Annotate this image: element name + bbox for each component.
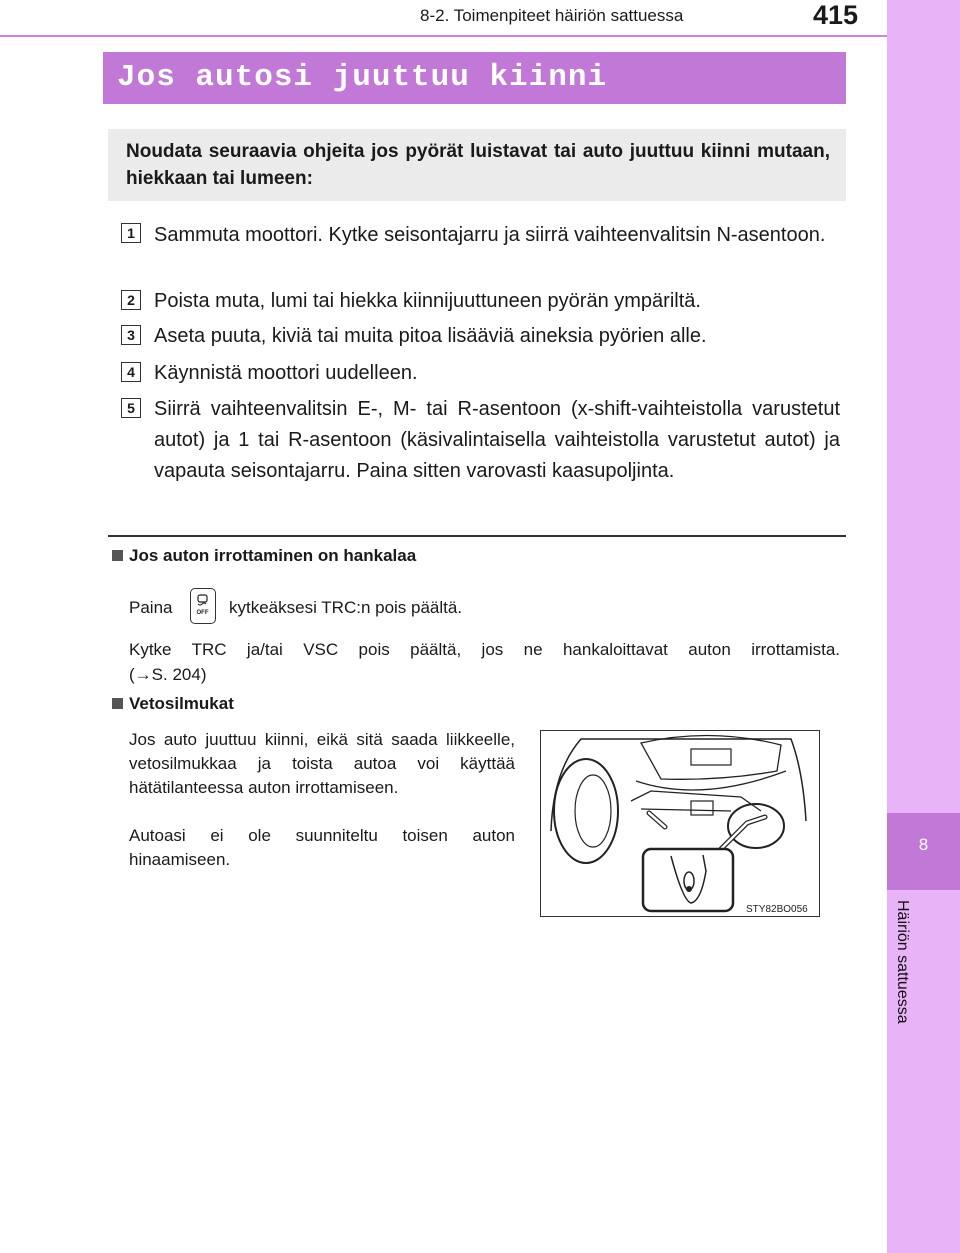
trc-heading: Jos auton irrottaminen on hankalaa <box>129 546 417 565</box>
step-text-4: Käynnistä moottori uudelleen. <box>154 362 418 384</box>
step-text-1: Sammuta moottori. Kytke seisontajarru ja siirrä vaihteenvalitsin N-asentoon. <box>154 224 826 246</box>
page-ref-link[interactable]: S. 204 <box>151 665 201 684</box>
trc-press-before: Paina <box>129 598 173 617</box>
chapter-title-vertical <box>893 900 923 1060</box>
chapter-number: 8 <box>918 835 929 854</box>
section-divider <box>108 535 846 537</box>
header-divider <box>0 35 960 37</box>
arrow-right-icon: → <box>134 665 152 684</box>
chapter-side-tab <box>887 0 960 1253</box>
page-title: Jos autosi juuttuu kiinni <box>117 60 608 95</box>
trc-reference: (→S. 204) <box>129 665 207 684</box>
step-number-2: 2 <box>121 290 141 310</box>
intro-text: Noudata seuraavia ohjeita jos pyörät luistavat tai auto juuttuu kiinni mutaan, hiekkaan tai lumeen: <box>126 141 830 189</box>
bullet-square <box>112 698 123 709</box>
trc-off-label: OFF <box>196 610 209 616</box>
trc-press-after: kytkeäksesi TRC:n pois päältä. <box>229 598 463 617</box>
trc-off-button-icon <box>190 588 216 624</box>
tow-heading: Vetosilmukat <box>129 694 234 713</box>
intro-box <box>108 129 846 201</box>
towing-eyelet-illustration <box>540 730 820 917</box>
tow-paragraph-1: Jos auto juuttuu kiinni, eikä sitä saada liikkeelle, vetosilmukkaa ja toista autoa voi käyttää hätätilanteessa auton irrottamiseen. <box>129 730 515 797</box>
trc-note: Kytke TRC ja/tai VSC pois päältä, jos ne hankaloittavat auton irrottamista. <box>129 640 840 659</box>
illustration-code: STY82BO056 <box>746 904 808 915</box>
step-number-1: 1 <box>121 223 141 243</box>
bullet-square <box>112 550 123 561</box>
step-text-5: Siirrä vaihteenvalitsin E-, M- tai R-asentoon (x-shift-vaihteistolla varustetut autot) ja 1 tai R-asentoon (käsivalintaisella vaihteistolla varustetut autot) ja vapauta seisontajarru. Paina sitten varovasti kaasupoljinta. <box>154 398 840 482</box>
step-number-4: 4 <box>121 362 141 382</box>
page-title-banner <box>103 52 846 104</box>
step-text-2: Poista muta, lumi tai hiekka kiinnijuuttuneen pyörän ympäriltä. <box>154 290 701 312</box>
section-header: 8-2. Toimenpiteet häiriön sattuessa <box>420 6 684 25</box>
chapter-title-text: Häiriön sattuessa <box>894 900 911 1024</box>
step-number-5: 5 <box>121 398 141 418</box>
tow-paragraph-2: Autoasi ei ole suunniteltu toisen auton hinaamiseen. <box>129 826 515 869</box>
step-number-3: 3 <box>121 325 141 345</box>
step-text-3: Aseta puuta, kiviä tai muita pitoa lisääviä aineksia pyörien alle. <box>154 325 707 347</box>
page-number: 415 <box>813 0 859 30</box>
